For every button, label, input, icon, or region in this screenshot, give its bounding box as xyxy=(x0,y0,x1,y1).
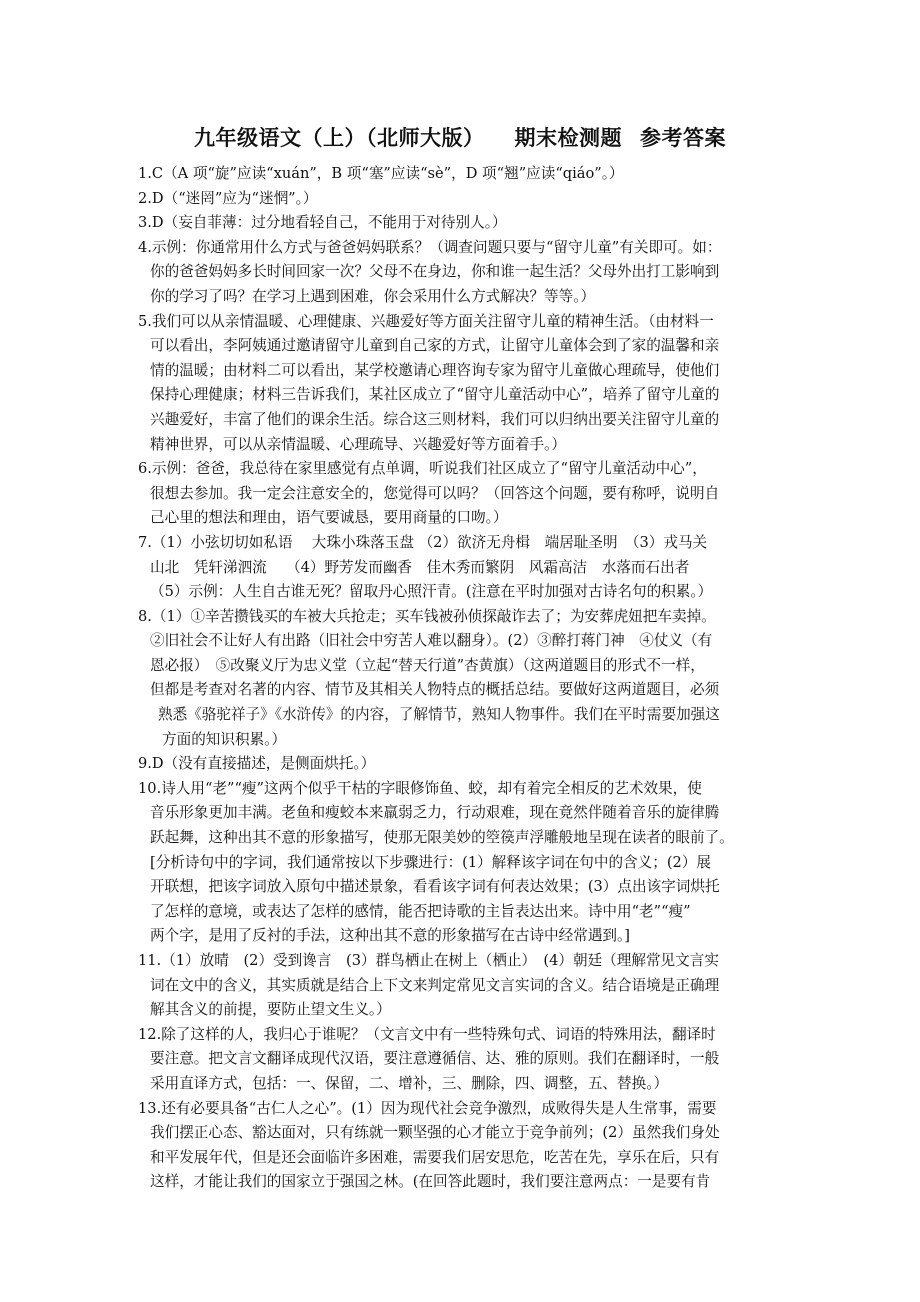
answer-item-6 xyxy=(138,457,798,531)
answer-line: 要注意。把文言文翻译成现代汉语，要注意遵循信、达、雅的原则。我们在翻译时，一般 xyxy=(150,1050,720,1068)
answer-line: 情的温暖；由材料二可以看出，某学校邀请心理咨询专家为留守儿童做心理疏导，使他们 xyxy=(150,361,720,379)
answer-item-11 xyxy=(138,949,798,1023)
answer-line: 开联想，把该字词放入原句中描述景象，看看该字词有何表达效果；(3）点出该字词烘托 xyxy=(150,878,720,896)
answer-line: 两个字，是用了反衬的手法，这种出其不意的形象描写在古诗中经常遇到。] xyxy=(150,927,630,945)
answer-line: （5）示例：人生自古谁无死？留取丹心照汗青。(注意在平时加强对古诗名句的积累。） xyxy=(150,583,713,601)
answer-item-4 xyxy=(138,236,798,310)
answer-item-12 xyxy=(138,1023,798,1097)
answer-line: 4.示例：你通常用什么方式与爸爸妈妈联系？（调查问题只要与“留守儿童”有关即可。如： xyxy=(138,238,722,256)
answer-item-9 xyxy=(138,752,798,777)
answer-line: 己心里的想法和理由，语气要诚恳，要用商量的口吻。） xyxy=(150,509,508,527)
page-title xyxy=(0,122,920,152)
answer-line: 词在文中的含义，其实质就是结合上下文来判定常见文言实词的含义。结合语境是正确理 xyxy=(150,976,720,994)
answer-item-5 xyxy=(138,310,798,458)
answer-line: 采用直译方式，包括：一、保留，二、增补，三、删除，四、调整，五、替换。） xyxy=(150,1074,669,1092)
answer-item-10 xyxy=(138,777,798,949)
title-part-exam: 期末检测题 xyxy=(514,125,622,150)
answer-line: 3.D（妄自菲薄：过分地看轻自己，不能用于对待别人。） xyxy=(138,214,507,232)
answer-line: 10.诗人用“老”“瘦”这两个似乎干枯的字眼修饰鱼、蛟，却有着完全相反的艺术效果，使 xyxy=(138,779,702,797)
answer-line: ②旧社会不让好人有出路（旧社会中穷苦人难以翻身）。(2）③醉打蒋门神 ④仗义（有 xyxy=(150,632,713,650)
answer-line: 和平发展年代，但是还会面临许多困难，需要我们居安思危，吃苦在先，享乐在后，只有 xyxy=(150,1148,720,1166)
answer-line: 13.还有必要具备“古仁人之心”。(1）因为现代社会竞争激烈，成败得失是人生常事，需要 xyxy=(138,1099,717,1117)
answer-line: 12.除了这样的人，我归心于谁呢？（文言文中有一些特殊句式、词语的特殊用法，翻译时 xyxy=(138,1025,716,1043)
answer-line: 5.我们可以从亲情温暖、心理健康、兴趣爱好等方面关注留守儿童的精神生活。（由材料一 xyxy=(138,312,714,330)
answer-line: 我们摆正心态、豁达面对，只有练就一颗坚强的心才能立于竞争前列；(2）虽然我们身处 xyxy=(150,1124,720,1142)
answer-line: 1.C（A 项“旋”应读“xuán”，B 项“塞”应读“sè”，D 项“翘”应读“qiáo”。） xyxy=(138,165,624,182)
answer-list xyxy=(138,162,798,1195)
answer-line: 8.（1）①辛苦攒钱买的车被大兵抢走；买车钱被孙侦探敲诈去了；为安葬虎妞把车卖掉。 xyxy=(138,607,716,625)
answer-line: 熟悉《骆驼祥子》《水浒传》的内容，了解情节，熟知人物事件。我们在平时需要加强这 xyxy=(158,706,720,724)
answer-line: 音乐形象更加丰满。老鱼和瘦蛟本来羸弱乏力，行动艰难，现在竟然伴随着音乐的旋律腾 xyxy=(150,804,720,822)
answer-line: 了怎样的意境，或表达了怎样的感情，能否把诗歌的主旨表达出来。诗中用“老”“瘦” xyxy=(150,902,691,920)
answer-line: [分析诗句中的字词，我们通常按以下步骤进行：(1）解释该字词在句中的含义；(2）展 xyxy=(150,853,712,871)
answer-line: 但都是考查对名著的内容、情节及其相关人物特点的概括总结。要做好这两道题目，必须 xyxy=(150,681,720,699)
answer-line: 2.D（“迷罔”应为“迷惘”。） xyxy=(138,189,318,207)
answer-line: 你的爸爸妈妈多长时间回家一次？父母不在身边，你和谁一起生活？父母外出打工影响到 xyxy=(150,263,720,281)
answer-item-2 xyxy=(138,187,798,212)
answer-line: 跃起舞，这种出其不意的形象描写，使那无限美妙的箜篌声浮雕般地呈现在读者的眼前了。 xyxy=(150,829,734,847)
title-part-answer: 参考答案 xyxy=(640,125,726,150)
answer-item-13 xyxy=(138,1097,798,1195)
answer-item-1 xyxy=(138,162,798,187)
answer-line: 6.示例：爸爸，我总待在家里感觉有点单调，听说我们社区成立了“留守儿童活动中心”， xyxy=(138,460,707,478)
answer-line: 兴趣爱好，丰富了他们的课余生活。综合这三则材料，我们可以归纳出要关注留守儿童的 xyxy=(150,410,720,428)
answer-item-8 xyxy=(138,605,798,753)
answer-line: 方面的知识积累。） xyxy=(162,730,287,748)
answer-line: 精神世界，可以从亲情温暖、心理疏导、兴趣爱好等方面着手。） xyxy=(150,435,566,453)
answer-line: 解其含义的前提，要防止望文生义。） xyxy=(150,1001,391,1019)
title-part-grade: 九年级语文（上）（北师大版） xyxy=(194,125,485,150)
answer-line: 9.D（没有直接描述，是侧面烘托。） xyxy=(138,755,376,773)
answer-line: 保持心理健康；材料三告诉我们，某社区成立了“留守儿童活动中心”，培养了留守儿童的 xyxy=(150,386,720,404)
answer-item-7 xyxy=(138,531,798,605)
answer-line: 可以看出，李阿姨通过邀请留守儿童到自己家的方式，让留守儿童体会到了家的温馨和亲 xyxy=(150,337,720,355)
answer-item-3 xyxy=(138,211,798,236)
answer-line: 7.（1）小弦切切如私语 大珠小珠落玉盘 （2）欲济无舟楫 端居耻圣明 （3）戎马关 xyxy=(138,533,708,551)
answer-line: 恩必报） ⑤改聚义厅为忠义堂（立起“替天行道”杏黄旗）（这两道题目的形式不一样， xyxy=(150,656,705,674)
answer-line: 你的学习了吗？在学习上遇到困难，你会采用什么方式解决？等等。） xyxy=(150,287,596,305)
answer-line: 很想去参加。我一定会注意安全的，您觉得可以吗？（回答这个问题，要有称呼，说明自 xyxy=(150,484,720,502)
answer-line: 这样，才能让我们的国家立于强国之林。(在回答此题时，我们要注意两点：一是要有肯 xyxy=(150,1173,711,1191)
answer-line: 山北 凭轩涕泗流 （4）野芳发而幽香 佳木秀而繁阴 风霜高洁 水落而石出者 xyxy=(150,558,690,576)
answer-line: 11.（1）放晴 (2）受到谗言 (3）群鸟栖止在树上（栖止） (4）朝廷（理解常见文言实 xyxy=(138,952,719,969)
